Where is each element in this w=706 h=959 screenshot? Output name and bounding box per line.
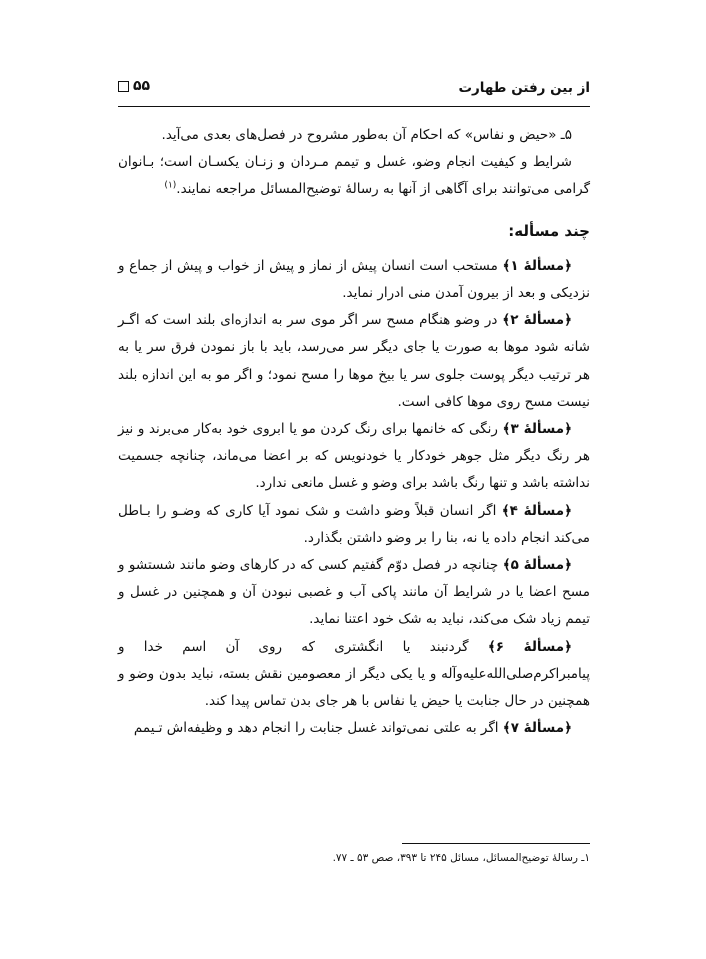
issue-text: چنانچه در فصل دوّم گفتیم کسی که در کارهای وضو مانند شستشو و مسح اعضا یا در شرایط آن مانند پاکی آب و غصبی نبودن آن و همچنین در غسل و تیمم زیاد شک می‌کند، نباید به شک خود اعتنا نماید. — [118, 557, 590, 628]
issue-label: ﴿مسألهٔ ۴﴾ — [501, 502, 572, 519]
issue-paragraph — [118, 307, 590, 416]
page-number — [118, 78, 150, 94]
issue-label: ﴿مسألهٔ ۶﴾ — [487, 638, 572, 655]
section-title: چند مسأله: — [508, 221, 590, 240]
intro-paragraph-2 — [118, 149, 590, 203]
running-title: از بین رفتن طهارت — [458, 80, 590, 96]
intro-paragraph-1 — [118, 122, 590, 149]
square-icon — [118, 81, 129, 92]
issue-label: ﴿مسألهٔ ۳﴾ — [502, 421, 572, 438]
page-header — [118, 78, 590, 100]
footnote-marker: (۱) — [164, 180, 177, 191]
main-text — [118, 122, 590, 742]
header-divider — [118, 106, 590, 107]
issue-text: مستحب است انسان پیش از نماز و پیش از خواب و پیش از جماع و نزدیکی و بعد از بیرون آمدن منی ادرار نماید. — [118, 257, 590, 302]
footnote-divider — [402, 843, 590, 844]
issue-paragraph — [118, 416, 590, 498]
footnote: ۱ـ رسالهٔ توضیح‌المسائل، مسائل ۲۴۵ تا ۳۹۳، صص ۵۳ ـ ۷۷. — [332, 852, 590, 864]
issue-text: در وضو هنگام مسح سر اگر موی سر به اندازه‌ای بلند است که اگـر شانه شود موها به صورت یا جای دیگر سر می‌رسد، باید با باز نمودن فرق سر یا به هر ترتیب دیگر پوست جلوی سر یا بیخ موها را مسح نمود؛ و اگر مو به این اندازه بلند نیست مسح روی موها کافی است. — [118, 312, 590, 410]
issue-paragraph — [118, 634, 590, 716]
issue-label: ﴿مسألهٔ ۱﴾ — [502, 257, 573, 274]
page-number-text: ۵۵ — [133, 78, 151, 94]
issue-paragraph — [118, 552, 590, 634]
issue-label: ﴿مسألهٔ ۲﴾ — [502, 312, 573, 329]
issue-paragraph — [118, 498, 590, 552]
issue-paragraph — [118, 253, 590, 307]
issue-label: ﴿مسألهٔ ۷﴾ — [502, 720, 572, 737]
intro-paragraph-1-text: ۵ـ «حیض و نفاس» که احکام آن به‌طور مشروح در فصل‌های بعدی می‌آید. — [161, 127, 572, 143]
issue-text: رنگی که خانمها برای رنگ کردن مو یا ابروی خود به‌کار می‌برند و نیز هر رنگ دیگر مثل جوهر خودکار یا خودنویس که بر اعضا می‌ماند، چنانچه جسمیت نداشته باشد و تنها رنگ باشد برای وضو و غسل مانعی ندارد. — [118, 421, 590, 492]
issue-text: گردنبند یا انگشتری که روی آن اسم خدا و پیامبراکرم‌صلی‌الله‌علیه‌وآله و یا یکی دیگر از معصومین نقش بسته، نباید بدون وضو و همچنین در حال جنابت یا حیض یا نفاس با هر جای بدن تماس پیدا کند. — [118, 638, 590, 710]
issue-text: اگر انسان قبلاً وضو داشت و شک نمود آیا کاری که وضـو را بـاطل می‌کند انجام داده یا نه، بنا را بر وضو داشتن بگذارد. — [118, 502, 590, 546]
issue-paragraph — [118, 715, 590, 742]
issue-label: ﴿مسألهٔ ۵﴾ — [502, 557, 573, 574]
intro-paragraph-2-text: شرایط و کیفیت انجام وضو، غسل و تیمم مـردان و زنـان یکسـان است؛ بـانوان گرامی می‌توانند برای آگاهی از آنها به رسالهٔ توضیح‌المسائل مراجعه نمایند. — [118, 154, 590, 198]
issue-text: اگر به علتی نمی‌تواند غسل جنابت را انجام دهد و وظیفه‌اش تـیمم — [133, 720, 503, 737]
